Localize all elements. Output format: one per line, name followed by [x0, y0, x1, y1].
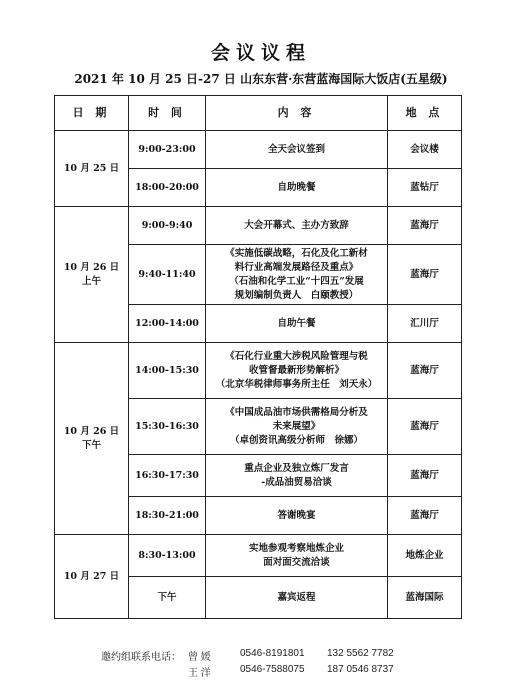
content-line: 规划编制负责人 白颐教授）	[234, 289, 359, 301]
table-row	[55, 207, 462, 245]
contact-name: 曾 媛	[188, 652, 211, 663]
contact-mobile: 187 0546 8737	[327, 664, 394, 675]
content-line: 料行业高端发展路径及重点》	[234, 261, 359, 273]
place-cell: 地炼企业	[388, 535, 462, 577]
content-line: 《中国成品油市场供需格局分析及	[225, 406, 368, 418]
contact-name: 王 洋	[188, 668, 211, 679]
content-line: -成品油贸易洽谈	[261, 476, 332, 488]
content-line: 未来展望》	[272, 420, 321, 432]
table-row	[55, 535, 462, 577]
time-cell: 18:00-20:00	[129, 169, 206, 207]
content-line: 自助晚餐	[277, 181, 316, 193]
agenda-table	[54, 95, 462, 619]
place-cell: 会议楼	[388, 131, 462, 169]
day-cell	[55, 131, 129, 207]
header-date: 日 期	[55, 96, 129, 131]
day-date: 10 月 25 日	[63, 162, 120, 174]
place-cell: 蓝海国际	[388, 577, 462, 619]
content-cell	[206, 169, 388, 207]
time-cell: 9:00-9:40	[129, 207, 206, 245]
content-line: （卓创资讯高级分析师 徐娜）	[229, 434, 363, 446]
day-cell	[55, 535, 129, 619]
contact-phone: 0546-8191801	[240, 648, 305, 659]
contact-phone: 0546-7588075	[240, 664, 305, 675]
time-cell: 15:30-16:30	[129, 399, 206, 455]
time-cell: 9:40-11:40	[129, 245, 206, 305]
time-cell: 9:00-23:00	[129, 131, 206, 169]
header-place: 地 点	[388, 96, 462, 131]
content-line: （石油和化学工业“十四五”发展	[229, 275, 364, 287]
content-line: 全天会议签到	[267, 143, 325, 155]
content-cell	[206, 497, 388, 535]
content-line: 《石化行业重大涉税风险管理与税	[225, 350, 368, 362]
time-cell: 16:30-17:30	[129, 455, 206, 497]
day-cell	[55, 343, 129, 535]
content-line: 实地参观考察地炼企业	[248, 542, 344, 554]
day-cell	[55, 207, 129, 343]
day-date: 10 月 26 日	[63, 261, 120, 273]
table-row	[55, 131, 462, 169]
agenda-header-row	[55, 96, 462, 131]
place-cell: 蓝海厅	[388, 455, 462, 497]
time-cell: 8:30-13:00	[129, 535, 206, 577]
content-line: 自助午餐	[277, 317, 316, 329]
time-cell: 下午	[129, 577, 206, 619]
time-cell: 12:00-14:00	[129, 305, 206, 343]
time-cell: 18:30-21:00	[129, 497, 206, 535]
content-cell	[206, 399, 388, 455]
page-title: 会议议程	[210, 42, 311, 64]
place-cell: 蓝钻厅	[388, 169, 462, 207]
content-cell	[206, 245, 388, 305]
place-cell: 蓝海厅	[388, 343, 462, 399]
content-cell	[206, 207, 388, 245]
table-row	[55, 343, 462, 399]
header-time: 时 间	[129, 96, 206, 131]
day-period: 上午	[81, 275, 101, 287]
place-cell: 蓝海厅	[388, 245, 462, 305]
content-line: （北京华税律师事务所主任 刘天永）	[215, 378, 378, 390]
contact-mobile: 132 5562 7782	[327, 648, 394, 659]
content-cell	[206, 455, 388, 497]
day-date: 10 月 26 日	[63, 425, 120, 437]
content-cell	[206, 577, 388, 619]
content-line: 面对面交流洽谈	[263, 556, 330, 568]
header-content: 内 容	[206, 96, 388, 131]
contact-label: 邀约组联系电话：	[101, 652, 181, 663]
time-cell: 14:00-15:30	[129, 343, 206, 399]
day-date: 10 月 27 日	[63, 570, 120, 582]
content-cell	[206, 343, 388, 399]
day-period: 下午	[81, 439, 101, 451]
content-line: 重点企业及独立炼厂发言	[244, 462, 349, 474]
content-line: 收管督最新形势解析》	[248, 364, 344, 376]
place-cell: 汇川厅	[388, 305, 462, 343]
place-cell: 蓝海厅	[388, 207, 462, 245]
place-cell: 蓝海厅	[388, 399, 462, 455]
content-cell	[206, 131, 388, 169]
meeting-date-venue: 2021 年 10 月 25 日-27 日 山东东营·东营蓝海国际大饭店(五星级)	[74, 72, 448, 86]
content-line: 大会开幕式、主办方致辞	[244, 219, 349, 231]
content-cell	[206, 535, 388, 577]
content-line: 嘉宾返程	[277, 591, 316, 603]
content-line: 答谢晚宴	[277, 509, 316, 521]
content-line: 《实施低碳战略，石化及化工新材	[225, 247, 368, 259]
content-cell	[206, 305, 388, 343]
place-cell: 蓝海厅	[388, 497, 462, 535]
